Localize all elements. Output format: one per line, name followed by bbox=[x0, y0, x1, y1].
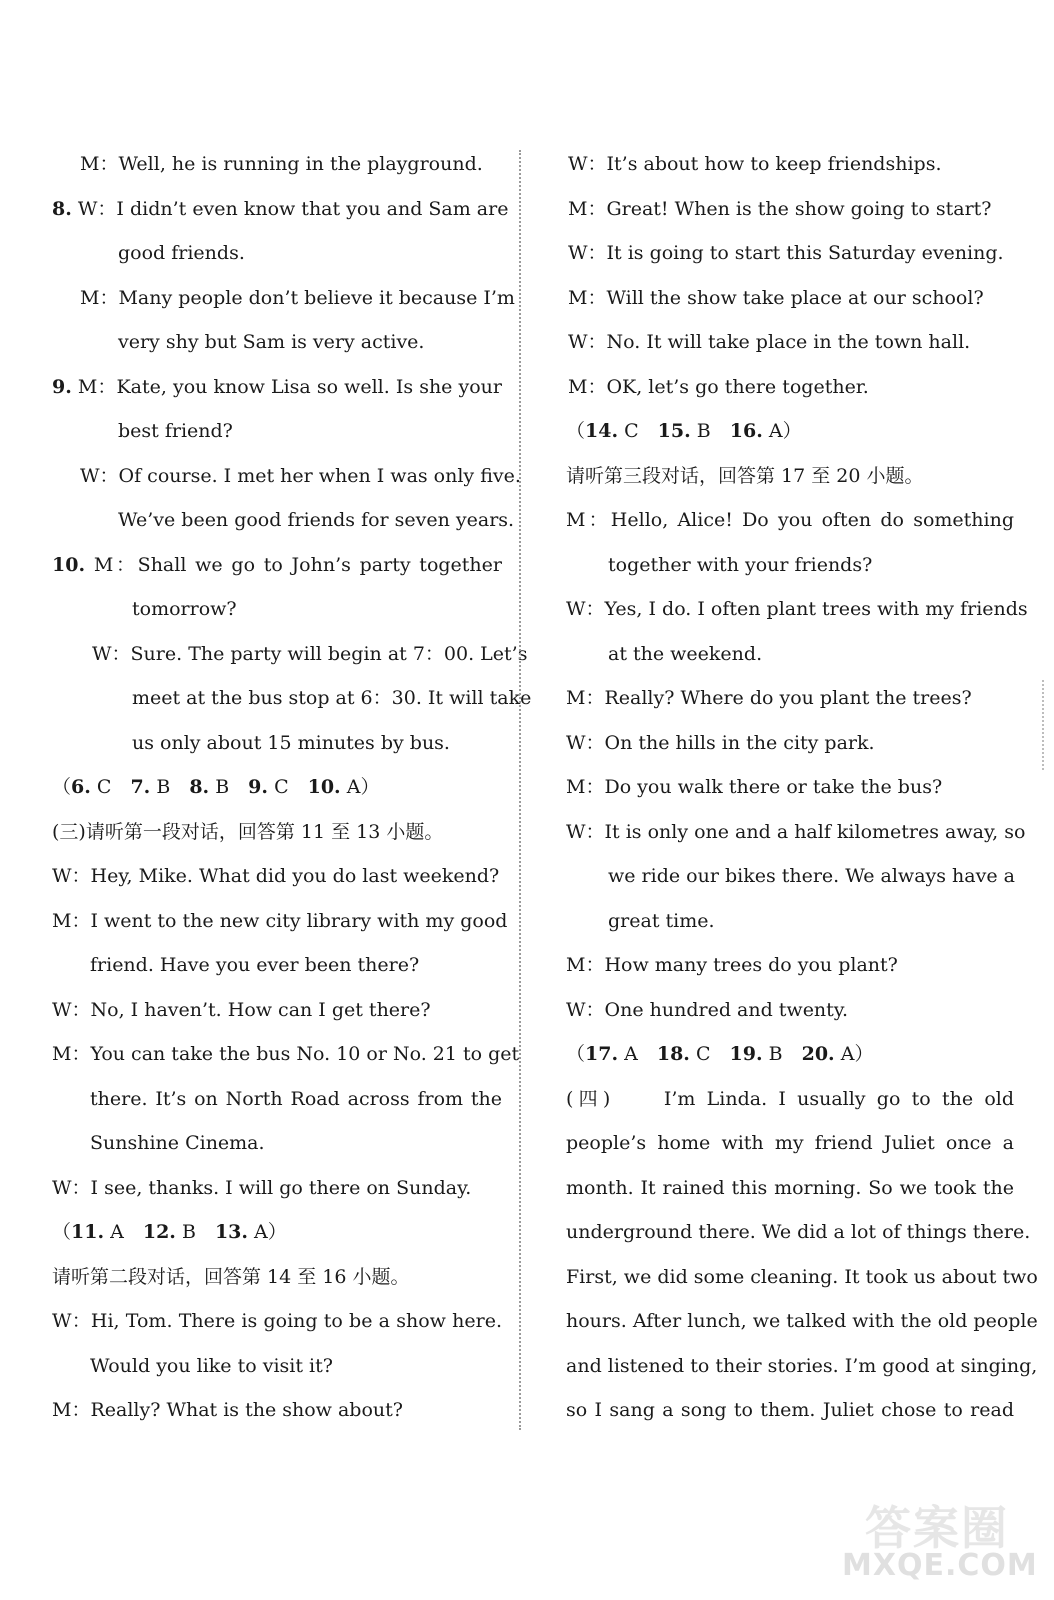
line-text: meet at the bus stop at 6：30. It will take bbox=[132, 687, 532, 709]
answer-close-paren: ） bbox=[360, 776, 380, 798]
dialogue-line bbox=[562, 988, 1014, 1033]
answer-letter: A bbox=[346, 776, 361, 798]
dialogue-line bbox=[562, 276, 1014, 321]
line-text: M：Shall we go to John’s party together bbox=[93, 553, 502, 576]
answer-number: 13. bbox=[214, 1221, 248, 1243]
dialogue-line bbox=[52, 187, 509, 232]
dialogue-line bbox=[562, 231, 1014, 276]
answer-key-line bbox=[562, 1032, 1014, 1077]
answer-key-line bbox=[52, 765, 502, 810]
answer-key-line bbox=[52, 1210, 502, 1255]
answer-number: 12. bbox=[142, 1221, 176, 1243]
dialogue-line bbox=[52, 454, 521, 499]
question-number: 10. bbox=[52, 553, 86, 576]
dialogue-line bbox=[52, 498, 515, 543]
dialogue-line bbox=[52, 1077, 502, 1122]
answer-number: 10. bbox=[307, 776, 341, 798]
line-text: W：Yes, I do. I often plant trees with my friends bbox=[566, 598, 1028, 620]
dialogue-line bbox=[562, 943, 1014, 988]
dialogue-line bbox=[52, 1344, 502, 1389]
dialogue-line bbox=[52, 142, 502, 187]
line-text: friend. Have you ever been there? bbox=[90, 954, 420, 976]
answer-close-paren: ） bbox=[782, 420, 802, 442]
answer-open-paren: （ bbox=[566, 1043, 586, 1065]
line-text: very shy but Sam is very active. bbox=[118, 331, 425, 353]
line-text: W：It is going to start this Saturday evening. bbox=[568, 242, 1004, 264]
dialogue-line bbox=[52, 899, 508, 944]
left-column bbox=[52, 142, 532, 1433]
line-text: (三)请听第一段对话，回答第 11 至 13 小题。 bbox=[52, 820, 444, 843]
answer-close-paren: ） bbox=[854, 1043, 874, 1065]
answer-number: 18. bbox=[656, 1043, 690, 1065]
answer-number: 17. bbox=[585, 1043, 619, 1065]
answer-number: 9. bbox=[248, 776, 269, 798]
dialogue-line bbox=[562, 899, 1014, 944]
answer-open-paren: （ bbox=[52, 776, 72, 798]
line-text: 请听第三段对话，回答第 17 至 20 小题。 bbox=[566, 464, 924, 487]
dialogue-line bbox=[562, 1210, 1031, 1255]
dialogue-line bbox=[562, 587, 1028, 632]
line-text: W：Hi, Tom. There is going to be a show here. bbox=[52, 1310, 502, 1332]
line-text: W：No, I haven’t. How can I get there? bbox=[52, 998, 431, 1021]
line-text: Sunshine Cinema. bbox=[90, 1132, 265, 1154]
column-divider bbox=[519, 150, 521, 1430]
line-text: W：Hey, Mike. What did you do last weekend? bbox=[52, 865, 500, 887]
answer-letter: C bbox=[96, 776, 112, 798]
line-text: W：It’s about how to keep friendships. bbox=[568, 153, 942, 175]
line-text: M：Will the show take place at our school? bbox=[568, 286, 984, 309]
answer-letter: C bbox=[624, 420, 639, 442]
dialogue-line bbox=[52, 1299, 502, 1344]
answer-number: 14. bbox=[585, 420, 619, 442]
dialogue-line bbox=[52, 365, 502, 410]
dialogue-line bbox=[52, 943, 502, 988]
line-text: We’ve been good friends for seven years. bbox=[118, 509, 515, 531]
answer-letter: A bbox=[254, 1221, 268, 1243]
dialogue-line bbox=[562, 320, 1014, 365]
line-text: M：Really? Where do you plant the trees? bbox=[566, 687, 972, 709]
dialogue-line bbox=[52, 1166, 502, 1211]
dialogue-line bbox=[52, 988, 502, 1033]
dialogue-line bbox=[562, 543, 1014, 588]
answer-letter: C bbox=[695, 1043, 711, 1065]
answer-letter: B bbox=[181, 1221, 196, 1243]
dialogue-line bbox=[562, 854, 1014, 899]
dialogue-line bbox=[562, 187, 1014, 232]
line-text: tomorrow? bbox=[132, 598, 237, 620]
dialogue-line bbox=[562, 1388, 1014, 1433]
line-text: M：Do you walk there or take the bus? bbox=[566, 776, 943, 798]
answer-number: 11. bbox=[71, 1221, 105, 1243]
line-text: M：Kate, you know Lisa so well. Is she your bbox=[77, 375, 502, 398]
line-text: and listened to their stories. I’m good at singing, bbox=[566, 1354, 1038, 1377]
answer-letter: B bbox=[768, 1043, 783, 1065]
line-text: W：No. It will take place in the town hall. bbox=[568, 331, 971, 353]
line-text: First, we did some cleaning. It took us about two bbox=[566, 1265, 1038, 1288]
dialogue-line bbox=[562, 365, 1014, 410]
dialogue-line bbox=[52, 409, 502, 454]
dialogue-line bbox=[52, 1121, 502, 1166]
line-text: hours. After lunch, we talked with the old people bbox=[566, 1310, 1038, 1332]
dialogue-line bbox=[52, 810, 502, 855]
line-text: M：You can take the bus No. 10 or No. 21 to get bbox=[52, 1043, 520, 1065]
line-text: W：It is only one and a half kilometres away, so bbox=[566, 820, 1026, 843]
line-text: there. It’s on North Road across from the bbox=[90, 1087, 502, 1110]
dialogue-line bbox=[562, 1077, 1014, 1122]
answer-open-paren: （ bbox=[566, 420, 586, 442]
dialogue-line bbox=[562, 1299, 1038, 1344]
line-text: we ride our bikes there. We always have a bbox=[608, 865, 1015, 887]
answer-number: 6. bbox=[71, 776, 91, 798]
dialogue-line bbox=[562, 454, 1014, 499]
line-text: W：On the hills in the city park. bbox=[566, 731, 875, 754]
answer-letter: A bbox=[110, 1221, 124, 1243]
answer-number: 16. bbox=[729, 420, 763, 442]
line-text: underground there. We did a lot of things there. bbox=[566, 1221, 1031, 1243]
line-text: good friends. bbox=[118, 242, 245, 264]
dialogue-line bbox=[52, 1255, 502, 1300]
line-text: people’s home with my friend Juliet once a bbox=[566, 1132, 1014, 1154]
dialogue-line bbox=[562, 632, 1014, 677]
line-text: W：I see, thanks. I will go there on Sunday. bbox=[52, 1176, 472, 1199]
watermark-brand: 答案圈 bbox=[865, 1501, 1009, 1555]
line-text: W：One hundred and twenty. bbox=[566, 998, 849, 1021]
dialogue-line bbox=[562, 810, 1026, 855]
dialogue-line bbox=[562, 1344, 1038, 1389]
dialogue-line bbox=[52, 587, 502, 632]
dialogue-line bbox=[562, 1121, 1014, 1166]
answer-number: 15. bbox=[657, 420, 691, 442]
question-number: 8. bbox=[52, 197, 72, 220]
answer-letter: B bbox=[215, 776, 230, 798]
line-text: W：I didn’t even know that you and Sam are bbox=[77, 197, 509, 220]
line-text: M：Hello, Alice! Do you often do something bbox=[566, 509, 1014, 531]
line-text: (四) I’m Linda. I usually go to the old bbox=[566, 1087, 1014, 1110]
dialogue-line bbox=[562, 721, 1014, 766]
answer-letter: C bbox=[274, 776, 289, 798]
line-text: W：Of course. I met her when I was only five. bbox=[80, 464, 521, 487]
dialogue-line bbox=[52, 276, 515, 321]
answer-open-paren: （ bbox=[52, 1221, 72, 1243]
answer-key-line bbox=[562, 409, 1014, 454]
line-text: together with your friends? bbox=[608, 553, 873, 576]
line-text: Would you like to visit it? bbox=[90, 1354, 333, 1377]
answer-letter: A bbox=[840, 1043, 855, 1065]
dialogue-line bbox=[52, 676, 532, 721]
line-text: M：Many people don’t believe it because I’m bbox=[80, 286, 515, 309]
answer-close-paren: ） bbox=[267, 1221, 287, 1243]
line-text: 请听第二段对话，回答第 14 至 16 小题。 bbox=[52, 1265, 410, 1288]
answer-letter: A bbox=[768, 420, 783, 442]
answer-letter: B bbox=[696, 420, 711, 442]
line-text: so I sang a song to them. Juliet chose to read bbox=[566, 1399, 1014, 1421]
binding-edge-mark bbox=[1042, 680, 1048, 770]
line-text: great time. bbox=[608, 909, 715, 932]
line-text: M：OK, let’s go there together. bbox=[568, 375, 869, 398]
dialogue-line bbox=[52, 231, 502, 276]
dialogue-line bbox=[52, 320, 502, 365]
answer-letter: A bbox=[624, 1043, 638, 1065]
answer-letter: B bbox=[156, 776, 171, 798]
dialogue-line bbox=[562, 676, 1014, 721]
dialogue-line bbox=[562, 1166, 1014, 1211]
dialogue-line bbox=[562, 765, 1014, 810]
answer-number: 20. bbox=[801, 1043, 835, 1065]
answer-number: 19. bbox=[729, 1043, 763, 1065]
answer-number: 7. bbox=[130, 776, 151, 798]
dialogue-line bbox=[52, 721, 502, 766]
dialogue-line bbox=[562, 142, 1014, 187]
watermark-url: MXQE.COM bbox=[842, 1548, 1038, 1583]
line-text: best friend? bbox=[118, 420, 233, 442]
dialogue-line bbox=[562, 1255, 1038, 1300]
dialogue-line bbox=[52, 1032, 520, 1077]
answer-number: 8. bbox=[189, 776, 210, 798]
dialogue-line bbox=[52, 632, 528, 677]
question-number: 9. bbox=[52, 375, 72, 398]
line-text: M：How many trees do you plant? bbox=[566, 954, 898, 976]
line-text: M：Really? What is the show about? bbox=[52, 1399, 403, 1421]
dialogue-line bbox=[52, 1388, 502, 1433]
watermark bbox=[842, 1492, 1038, 1592]
line-text: at the weekend. bbox=[608, 642, 763, 665]
dialogue-line bbox=[52, 543, 502, 588]
line-text: us only about 15 minutes by bus. bbox=[132, 731, 450, 754]
line-text: M：I went to the new city library with my good bbox=[52, 909, 508, 932]
dialogue-line bbox=[562, 498, 1014, 543]
dialogue-line bbox=[52, 854, 502, 899]
right-column bbox=[562, 142, 1038, 1433]
line-text: W：Sure. The party will begin at 7：00. Let’s bbox=[92, 642, 528, 665]
line-text: M：Great! When is the show going to start? bbox=[568, 197, 992, 220]
line-text: month. It rained this morning. So we took the bbox=[566, 1176, 1014, 1199]
line-text: M：Well, he is running in the playground. bbox=[80, 153, 483, 175]
